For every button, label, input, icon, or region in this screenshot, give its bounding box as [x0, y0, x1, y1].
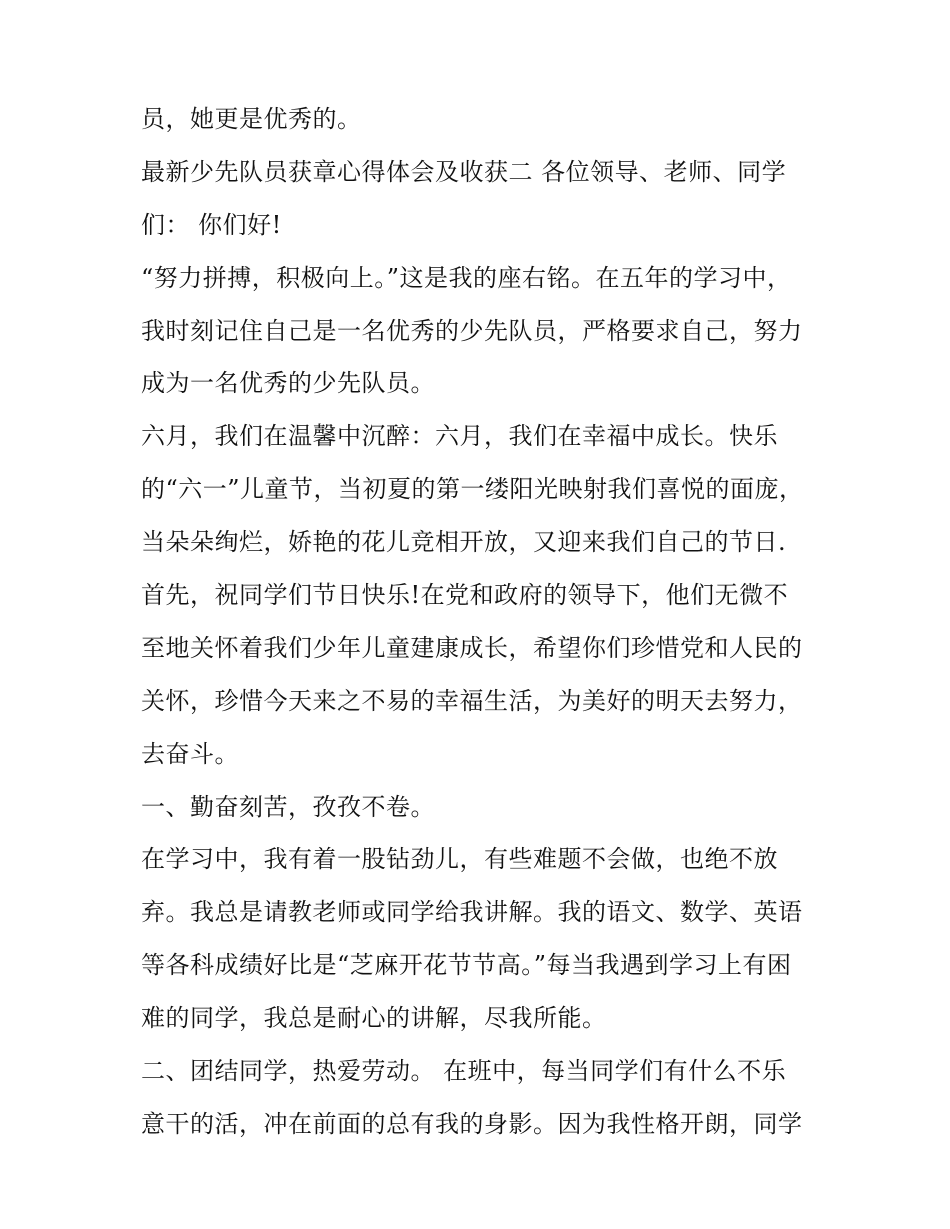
text-line: 成为一名优秀的少先队员。: [141, 369, 435, 398]
text-line: 去奋斗。: [141, 739, 239, 768]
text-line: 等各科成绩好比是“芝麻开花节节高。”每当我遇到学习上有困: [141, 951, 792, 980]
text-line: 在学习中，我有着一股钻劲儿，有些难题不会做，也绝不放: [141, 845, 778, 874]
text-line: 们： 你们好!: [141, 210, 282, 239]
section-heading: 一、勤奋刻苦，孜孜不卷。: [141, 792, 435, 821]
text-line: “努力拼搏，积极向上。”这是我的座右铭。在五年的学习中，: [141, 263, 792, 292]
text-line: 意干的活，冲在前面的总有我的身影。因为我性格开朗，同学: [141, 1109, 803, 1138]
text-line: 当朵朵绚烂，娇艳的花儿竞相开放，又迎来我们自己的节日.: [141, 528, 787, 557]
document-body: [141, 107, 821, 1165]
text-line: 六月，我们在温馨中沉醉：六月，我们在幸福中成长。快乐: [141, 422, 778, 451]
text-line: 首先，祝同学们节日快乐!在党和政府的领导下，他们无微不: [141, 581, 789, 610]
text-line: 难的同学，我总是耐心的讲解，尽我所能。: [141, 1004, 607, 1033]
text-line: 我时刻记住自己是一名优秀的少先队员，严格要求自己，努力: [141, 316, 803, 345]
text-line: 的“六一”儿童节，当初夏的第一缕阳光映射我们喜悦的面庞，: [141, 475, 804, 504]
text-line: 员，她更是优秀的。: [141, 105, 362, 133]
text-line: 弃。我总是请教老师或同学给我讲解。我的语文、数学、英语: [141, 898, 803, 927]
text-line: 至地关怀着我们少年儿童建康成长，希望你们珍惜党和人民的: [141, 633, 803, 662]
text-line: 关怀，珍惜今天来之不易的幸福生活，为美好的明天去努力，: [141, 686, 803, 715]
text-line: 最新少先队员获章心得体会及收获二 各位领导、老师、同学: [141, 157, 787, 186]
section-heading: 二、团结同学，热爱劳动。 在班中，每当同学们有什么不乐: [141, 1057, 787, 1086]
